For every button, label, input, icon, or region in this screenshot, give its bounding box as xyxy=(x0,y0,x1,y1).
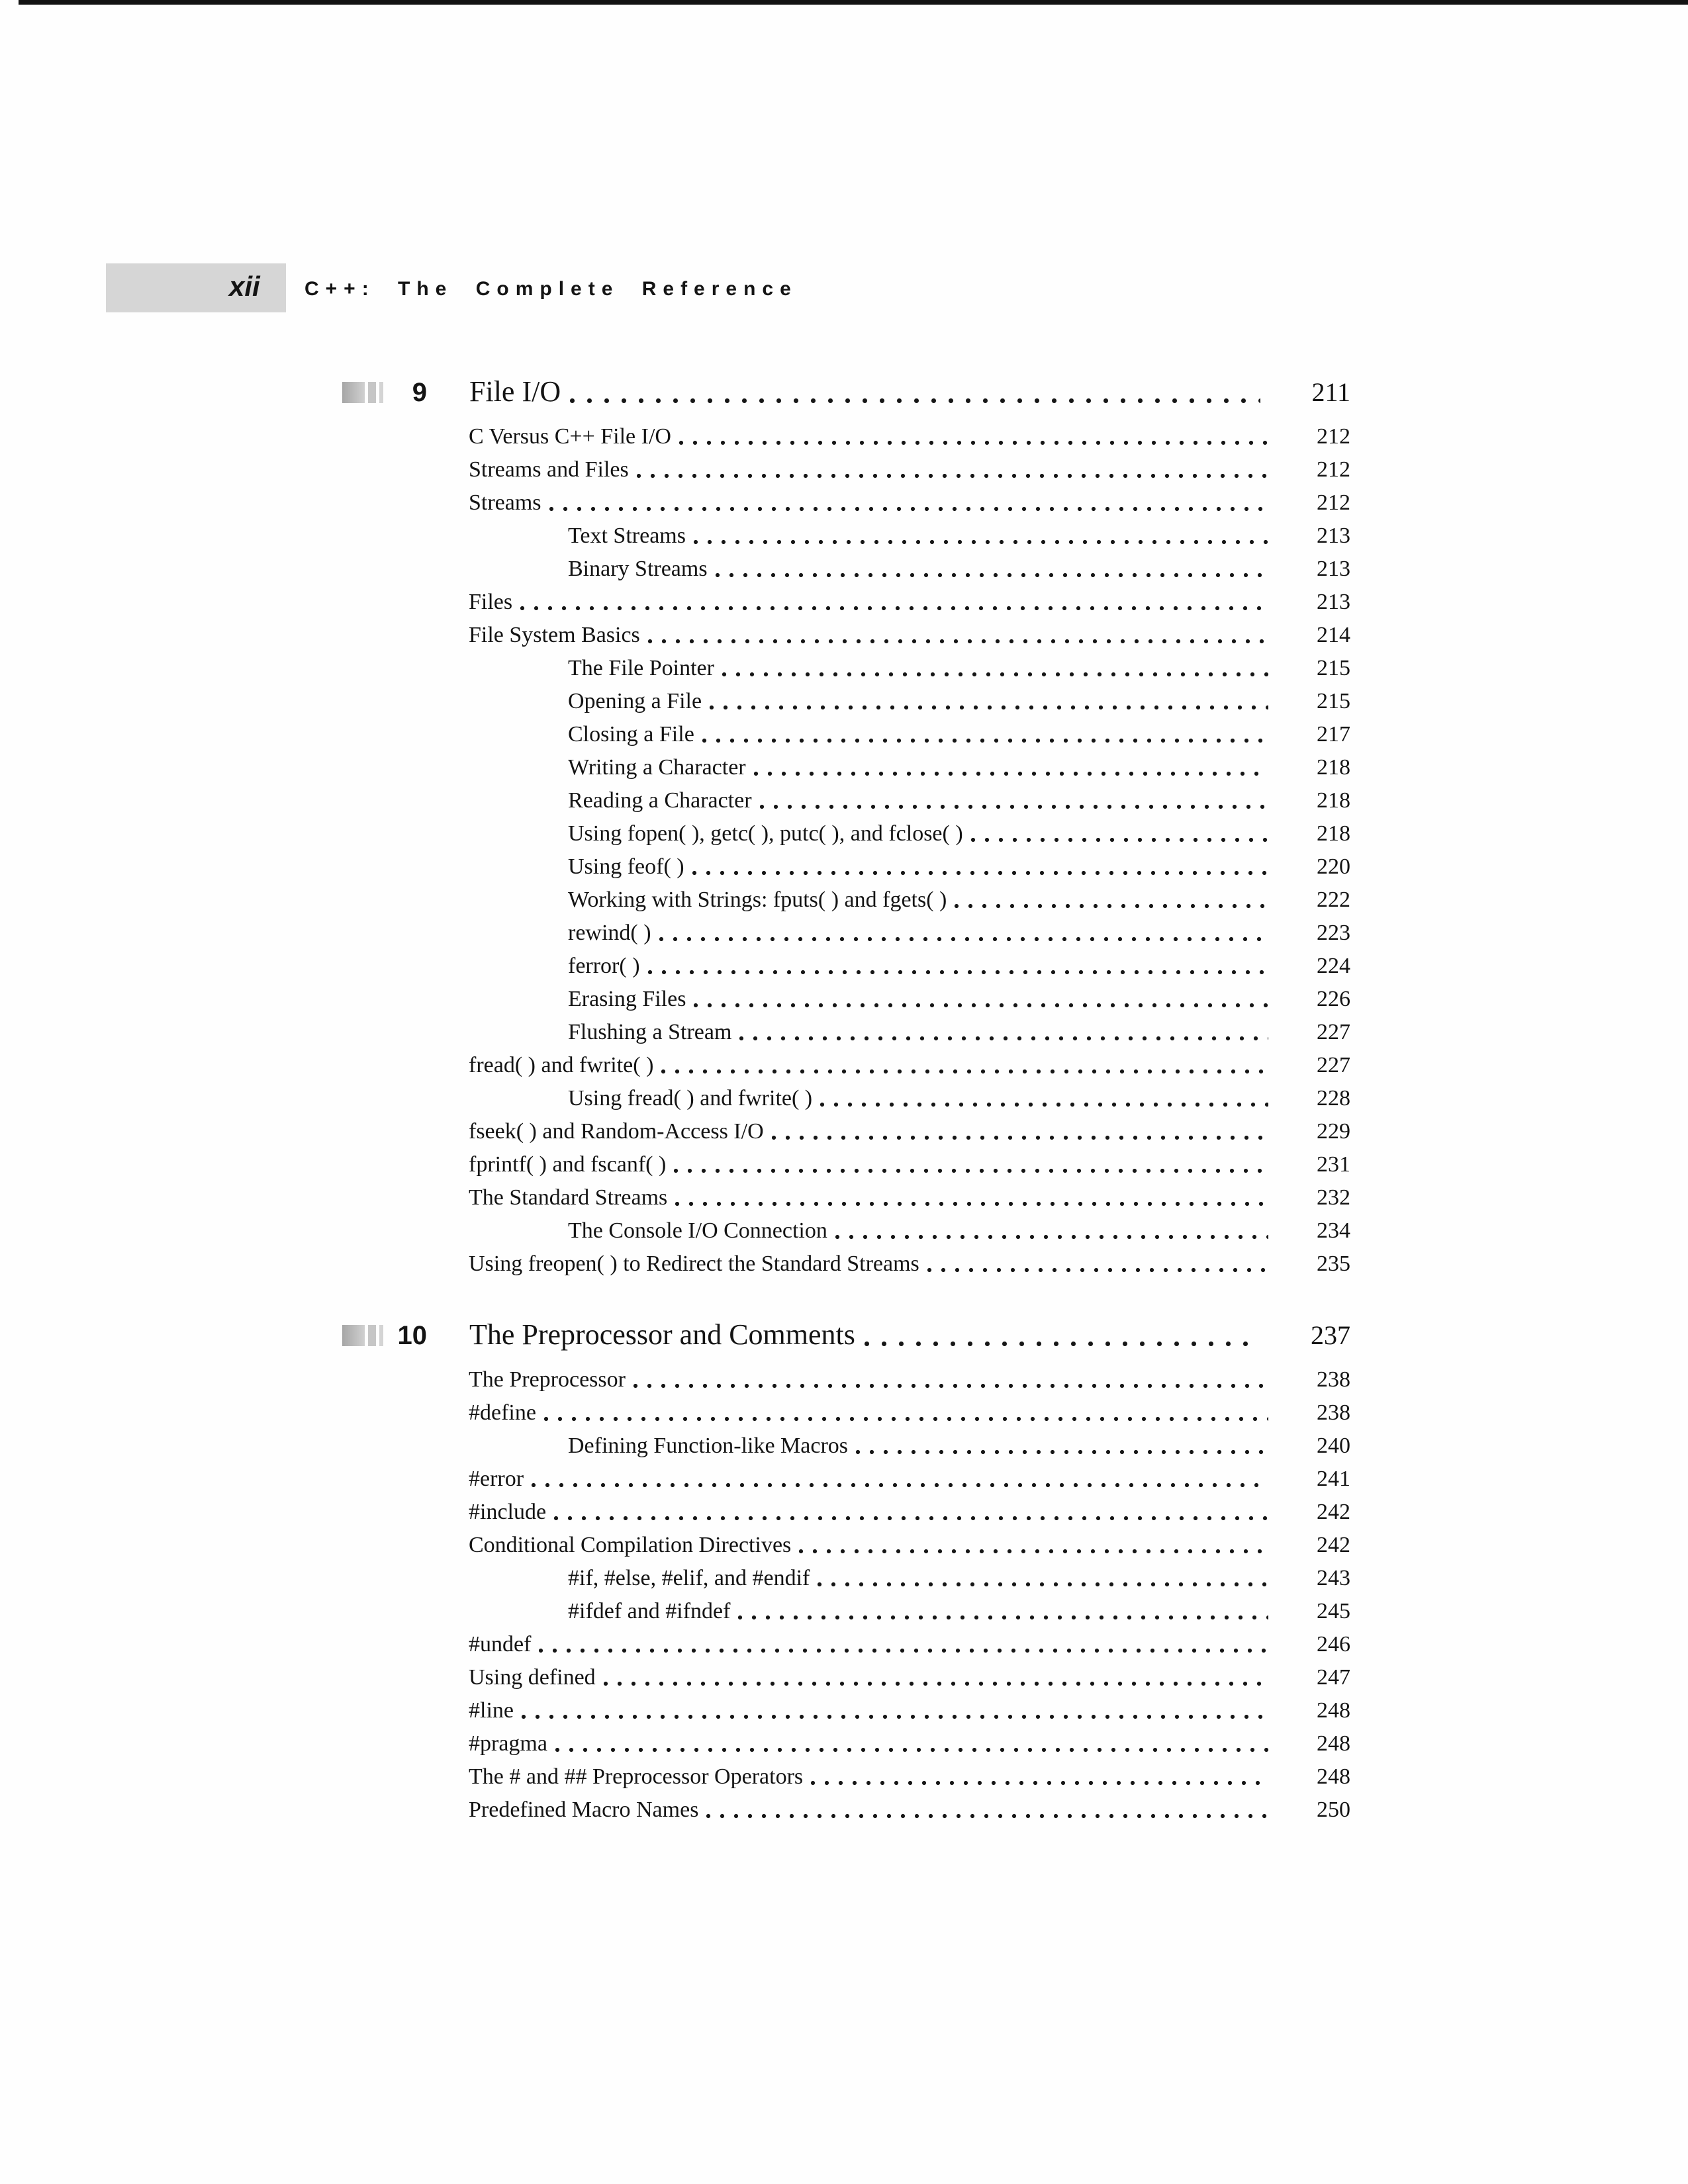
toc-entry xyxy=(469,486,1350,520)
toc-entry-page-number: 245 xyxy=(1317,1599,1350,1623)
toc-entry-title: Conditional Compilation Directives xyxy=(469,1533,792,1557)
toc-entry-page-number: 232 xyxy=(1317,1185,1350,1210)
chapter-page-number: 211 xyxy=(1311,377,1350,407)
dot-leader xyxy=(754,772,1268,776)
toc-entry xyxy=(568,1082,1350,1115)
toc-entry-title: Defining Function-like Macros xyxy=(568,1433,849,1458)
toc-entry-page-number: 240 xyxy=(1317,1433,1350,1458)
dot-leader xyxy=(856,1450,1268,1454)
table-of-contents xyxy=(0,371,1688,1827)
dot-leader xyxy=(694,1003,1268,1007)
toc-entry-title: The # and ## Preprocessor Operators xyxy=(469,1764,804,1789)
toc-entry xyxy=(568,751,1350,784)
toc-entry-title: Opening a File xyxy=(568,689,702,713)
chapter-title: The Preprocessor and Comments xyxy=(469,1318,855,1351)
toc-entry-page-number: 212 xyxy=(1317,490,1350,515)
toc-entry-page-number: 248 xyxy=(1317,1698,1350,1723)
dot-leader xyxy=(772,1136,1268,1140)
dot-leader xyxy=(549,507,1268,511)
chapter-marker-icon xyxy=(342,1325,393,1346)
toc-entry xyxy=(469,1248,1350,1281)
toc-entry-title: Text Streams xyxy=(568,523,686,548)
toc-entry xyxy=(469,1396,1350,1430)
toc-entry xyxy=(568,784,1350,817)
toc-entry-title: #ifdef and #ifndef xyxy=(568,1599,731,1623)
toc-chapter xyxy=(0,1314,1688,1827)
dot-leader xyxy=(674,1169,1268,1173)
toc-entry-title: Binary Streams xyxy=(568,557,708,581)
toc-entry-title: The Preprocessor xyxy=(469,1367,626,1392)
toc-entry-page-number: 223 xyxy=(1317,921,1350,945)
toc-entry-page-number: 250 xyxy=(1317,1797,1350,1822)
toc-entry-page-number: 224 xyxy=(1317,954,1350,978)
toc-entry xyxy=(469,1049,1350,1082)
toc-entry xyxy=(568,950,1350,983)
toc-entry xyxy=(469,1363,1350,1396)
toc-entry-title: Using defined xyxy=(469,1665,596,1690)
toc-entry-page-number: 229 xyxy=(1317,1119,1350,1144)
toc-entry-page-number: 248 xyxy=(1317,1731,1350,1756)
toc-entry xyxy=(469,420,1350,453)
toc-entry-title: Closing a File xyxy=(568,722,694,747)
dot-leader xyxy=(818,1582,1268,1586)
toc-entry-page-number: 243 xyxy=(1317,1566,1350,1590)
toc-entry xyxy=(568,917,1350,950)
toc-entry xyxy=(469,1496,1350,1529)
toc-entry xyxy=(568,817,1350,850)
dot-leader xyxy=(694,540,1268,544)
dot-leader xyxy=(927,1268,1268,1272)
dot-leader xyxy=(539,1649,1268,1653)
toc-entry xyxy=(469,586,1350,619)
marker-block-large xyxy=(342,382,365,403)
toc-entry-title: Streams xyxy=(469,490,541,515)
toc-entry-page-number: 227 xyxy=(1317,1053,1350,1077)
toc-entry xyxy=(568,884,1350,917)
chapter-number: 10 xyxy=(397,1321,427,1350)
page-folio: xii xyxy=(229,271,260,302)
dot-leader xyxy=(544,1417,1268,1421)
toc-entry-page-number: 235 xyxy=(1317,1251,1350,1276)
toc-entry xyxy=(568,1562,1350,1595)
toc-entry xyxy=(469,1661,1350,1694)
toc-entry-page-number: 242 xyxy=(1317,1533,1350,1557)
toc-entry-title: C Versus C++ File I/O xyxy=(469,424,671,449)
toc-entry-title: Using freopen( ) to Redirect the Standard Streams xyxy=(469,1251,919,1276)
toc-entry-page-number: 212 xyxy=(1317,457,1350,482)
toc-entry-title: Erasing Files xyxy=(568,987,686,1011)
toc-entry xyxy=(568,850,1350,884)
toc-entry xyxy=(469,1760,1350,1794)
toc-entry-title: Flushing a Stream xyxy=(568,1020,732,1044)
toc-entry-title: The File Pointer xyxy=(568,656,714,680)
toc-entry-page-number: 212 xyxy=(1317,424,1350,449)
toc-entry xyxy=(568,652,1350,685)
marker-block-medium xyxy=(368,382,376,403)
dot-leader xyxy=(692,871,1268,875)
toc-entry xyxy=(469,1794,1350,1827)
toc-entry xyxy=(568,983,1350,1016)
dot-leader xyxy=(706,1814,1268,1818)
toc-entry xyxy=(568,1016,1350,1049)
toc-entry-page-number: 247 xyxy=(1317,1665,1350,1690)
toc-entry-page-number: 215 xyxy=(1317,689,1350,713)
toc-entry-title: #include xyxy=(469,1500,547,1524)
toc-entry-page-number: 213 xyxy=(1317,557,1350,581)
dot-leader xyxy=(710,705,1268,709)
toc-entry-page-number: 220 xyxy=(1317,854,1350,879)
dot-leader xyxy=(835,1235,1268,1239)
dot-leader xyxy=(648,970,1268,974)
dot-leader xyxy=(661,1069,1268,1073)
toc-entry-page-number: 226 xyxy=(1317,987,1350,1011)
marker-block-small xyxy=(379,1325,383,1346)
dot-leader xyxy=(702,739,1268,743)
dot-leader xyxy=(799,1549,1268,1553)
toc-entry-title: Reading a Character xyxy=(568,788,752,813)
toc-entry-page-number: 215 xyxy=(1317,656,1350,680)
toc-entry-page-number: 246 xyxy=(1317,1632,1350,1657)
toc-entry-title: File System Basics xyxy=(469,623,640,647)
toc-entry xyxy=(568,718,1350,751)
book-title: C++: The Complete Reference xyxy=(305,278,798,300)
toc-entry-title: fread( ) and fwrite( ) xyxy=(469,1053,654,1077)
dot-leader xyxy=(637,474,1268,478)
marker-block-small xyxy=(379,382,383,403)
dot-leader xyxy=(633,1384,1268,1388)
toc-entry-page-number: 213 xyxy=(1317,523,1350,548)
toc-entry-page-number: 217 xyxy=(1317,722,1350,747)
chapter-heading-row xyxy=(342,1314,1350,1357)
toc-entry xyxy=(568,1214,1350,1248)
chapter-number: 9 xyxy=(412,378,427,407)
dot-leader xyxy=(955,904,1268,908)
toc-chapter xyxy=(0,371,1688,1281)
dot-leader xyxy=(722,672,1268,676)
toc-entry-title: #undef xyxy=(469,1632,532,1657)
toc-entry-title: rewind( ) xyxy=(568,921,651,945)
toc-entry-page-number: 231 xyxy=(1317,1152,1350,1177)
toc-entry-title: fseek( ) and Random-Access I/O xyxy=(469,1119,764,1144)
marker-block-medium xyxy=(368,1325,376,1346)
toc-entry-page-number: 238 xyxy=(1317,1400,1350,1425)
chapter-marker-icon xyxy=(342,382,393,403)
dot-leader xyxy=(659,937,1268,941)
toc-entry-title: fprintf( ) and fscanf( ) xyxy=(469,1152,667,1177)
dot-leader xyxy=(820,1103,1268,1107)
toc-entry-title: #pragma xyxy=(469,1731,547,1756)
toc-entry xyxy=(469,1115,1350,1148)
dot-leader xyxy=(738,1615,1268,1619)
toc-entry-page-number: 213 xyxy=(1317,590,1350,614)
dot-leader xyxy=(675,1202,1268,1206)
toc-entry-page-number: 234 xyxy=(1317,1218,1350,1243)
marker-block-large xyxy=(342,1325,365,1346)
toc-entry-title: Using feof( ) xyxy=(568,854,684,879)
dot-leader xyxy=(555,1748,1268,1752)
toc-entry xyxy=(568,685,1350,718)
toc-entry xyxy=(469,1727,1350,1760)
dot-leader xyxy=(532,1483,1268,1487)
toc-entry-title: Predefined Macro Names xyxy=(469,1797,699,1822)
dot-leader xyxy=(570,398,1260,403)
toc-entry-title: The Standard Streams xyxy=(469,1185,668,1210)
toc-entry-page-number: 238 xyxy=(1317,1367,1350,1392)
dot-leader xyxy=(811,1781,1268,1785)
chapter-page-number: 237 xyxy=(1311,1320,1350,1350)
dot-leader xyxy=(865,1342,1260,1346)
toc-entry-page-number: 218 xyxy=(1317,788,1350,813)
dot-leader xyxy=(760,805,1268,809)
running-head xyxy=(0,263,1688,312)
toc-entry-title: #line xyxy=(469,1698,514,1723)
scan-artifact-line xyxy=(19,0,1688,5)
toc-entry-page-number: 248 xyxy=(1317,1764,1350,1789)
toc-entry-title: #error xyxy=(469,1467,524,1491)
toc-entry-page-number: 228 xyxy=(1317,1086,1350,1111)
toc-entry-title: Using fopen( ), getc( ), putc( ), and fclose( ) xyxy=(568,821,963,846)
toc-entry-page-number: 222 xyxy=(1317,887,1350,912)
toc-entry xyxy=(469,1181,1350,1214)
toc-entry xyxy=(568,1595,1350,1628)
toc-entry-title: Streams and Files xyxy=(469,457,629,482)
dot-leader xyxy=(554,1516,1268,1520)
dot-leader xyxy=(679,441,1268,445)
toc-entry-title: Using fread( ) and fwrite( ) xyxy=(568,1086,813,1111)
toc-entry xyxy=(568,520,1350,553)
dot-leader xyxy=(716,573,1268,577)
toc-entry-title: Writing a Character xyxy=(568,755,746,780)
toc-entry-page-number: 218 xyxy=(1317,755,1350,780)
toc-entry-page-number: 218 xyxy=(1317,821,1350,846)
dot-leader xyxy=(520,606,1268,610)
dot-leader xyxy=(522,1715,1268,1719)
dot-leader xyxy=(604,1682,1268,1686)
toc-entry-page-number: 242 xyxy=(1317,1500,1350,1524)
toc-entry-title: ferror( ) xyxy=(568,954,640,978)
toc-entry xyxy=(568,553,1350,586)
toc-entry xyxy=(469,619,1350,652)
toc-entry-page-number: 227 xyxy=(1317,1020,1350,1044)
toc-entry xyxy=(469,1694,1350,1727)
toc-entry xyxy=(568,1430,1350,1463)
toc-entry xyxy=(469,1463,1350,1496)
chapter-heading-row xyxy=(342,371,1350,414)
chapter-title: File I/O xyxy=(469,375,561,408)
dot-leader xyxy=(648,639,1268,643)
toc-entry xyxy=(469,1529,1350,1562)
toc-entry-title: #if, #else, #elif, and #endif xyxy=(568,1566,810,1590)
toc-entry xyxy=(469,1148,1350,1181)
toc-entry-page-number: 214 xyxy=(1317,623,1350,647)
toc-entry-title: Files xyxy=(469,590,513,614)
toc-entry xyxy=(469,453,1350,486)
toc-entry xyxy=(469,1628,1350,1661)
toc-entry-page-number: 241 xyxy=(1317,1467,1350,1491)
dot-leader xyxy=(739,1036,1268,1040)
dot-leader xyxy=(971,838,1268,842)
toc-entry-title: Working with Strings: fputs( ) and fgets( ) xyxy=(568,887,947,912)
toc-entry-title: #define xyxy=(469,1400,536,1425)
toc-entry-title: The Console I/O Connection xyxy=(568,1218,827,1243)
